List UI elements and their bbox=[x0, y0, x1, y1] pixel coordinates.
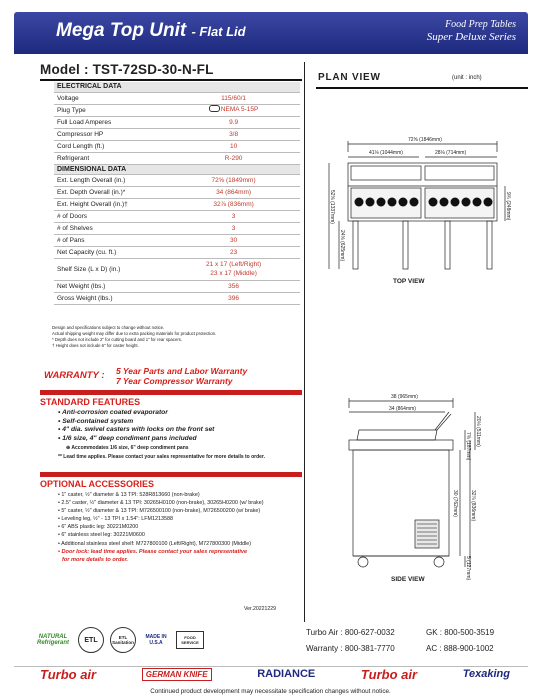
plug-type-text: NEMA 5-15P bbox=[220, 106, 259, 114]
accessory-item: • 2.5" caster, ½" diameter & 13 TPI: 30265H0100 (non-brake), 30265H0200 (w/ brake) bbox=[58, 500, 264, 507]
feature-subitem-text: Accommodates 1/6 size, 6" deep condiment pans bbox=[71, 444, 189, 451]
section-bar bbox=[40, 472, 302, 477]
unit-label: (unit : inch) bbox=[452, 75, 482, 81]
note-line: * Depth does not include 2" for cutting board and 1" for rear spacers. bbox=[52, 337, 183, 342]
category-line1: Food Prep Tables bbox=[445, 19, 516, 30]
dimensional-heading: DIMENSIONAL DATA bbox=[54, 164, 300, 174]
optional-accessories-title: OPTIONAL ACCESSORIES bbox=[40, 479, 155, 489]
natural-refrigerant-logo: NATURAL Refrigerant bbox=[36, 634, 69, 646]
spec-value: R-290 bbox=[167, 152, 300, 164]
spec-row bbox=[54, 92, 300, 104]
disclaimer: Continued product development may necessitate specification changes without notice. bbox=[150, 688, 391, 695]
note-line: † Height does not include 6" for caster height. bbox=[52, 343, 139, 348]
spec-label: Shelf Size (L x D) (in.) bbox=[54, 258, 167, 280]
accessories-list bbox=[58, 491, 304, 564]
spec-label: Ext. Height Overall (in.)† bbox=[54, 198, 167, 210]
feature-item: • Anti-corrosion coated evaporator bbox=[58, 409, 168, 416]
side-view-label: SIDE VIEW bbox=[391, 576, 425, 583]
spec-label: Full Load Amperes bbox=[54, 116, 167, 128]
dim-caster-h: 5 (127mm) bbox=[465, 556, 471, 581]
model-number: Model : TST-72SD-30-N-FL bbox=[40, 62, 214, 77]
spec-row bbox=[54, 246, 300, 258]
spec-label: Compressor HP bbox=[54, 128, 167, 140]
spec-value: 396 bbox=[167, 292, 300, 304]
feature-subitem: ⊕ Accommodates 1/6 size, 6" deep condiment pans bbox=[66, 444, 189, 451]
spec-row bbox=[54, 186, 300, 198]
spec-row bbox=[54, 222, 300, 234]
spec-label: Net Weight (lbs.) bbox=[54, 280, 167, 292]
food-service-logo: FOOD SERVICE bbox=[176, 631, 204, 649]
spec-value: 9.9 bbox=[167, 116, 300, 128]
contact-ac: AC : 888-900-1002 bbox=[426, 644, 494, 653]
category-line2: Super Deluxe Series bbox=[426, 31, 516, 43]
accessory-note: for more details to order. bbox=[62, 556, 128, 563]
top-view-label: TOP VIEW bbox=[393, 278, 425, 285]
spec-row bbox=[54, 280, 300, 292]
spec-value: 72⅝ (1849mm) bbox=[167, 174, 300, 186]
spec-label: Ext. Depth Overall (in.)* bbox=[54, 186, 167, 198]
spec-label: # of Shelves bbox=[54, 222, 167, 234]
spec-row bbox=[54, 140, 300, 152]
spec-table bbox=[54, 82, 300, 305]
accessory-item: • 1" caster, ½" diameter & 13 TPI: 528R813660 (non-brake) bbox=[58, 492, 200, 498]
spec-label: Cord Length (ft.) bbox=[54, 140, 167, 152]
spec-value: 10 bbox=[167, 140, 300, 152]
spec-row bbox=[54, 104, 300, 116]
dim-lid-total: 20⅛ (511mm) bbox=[475, 416, 481, 447]
title-text: Mega Top Unit bbox=[56, 20, 187, 41]
dim-lid-h: 7⅜ (187mm) bbox=[465, 432, 471, 461]
contact-warranty: Warranty : 800-381-7770 bbox=[306, 644, 395, 653]
made-in-usa-logo: MADE IN U.S.A bbox=[145, 634, 167, 646]
turbo-air-logo-2: Turbo air bbox=[360, 666, 418, 682]
spec-label: # of Pans bbox=[54, 234, 167, 246]
certification-logos bbox=[34, 626, 204, 654]
spec-value: 3 bbox=[167, 222, 300, 234]
accessory-item: • Leveling leg, ½" - 13 TPI x 1.54": LFM1213588 bbox=[58, 516, 173, 523]
spec-value: 356 bbox=[167, 280, 300, 292]
accessory-item: • 6" ABS plastic leg: 30221M0200 bbox=[58, 524, 139, 531]
dim-side-outer: 38 (965mm) bbox=[391, 394, 418, 400]
german-knife-logo: GERMAN KNIFE bbox=[142, 668, 212, 681]
plug-icon bbox=[209, 105, 220, 112]
etl-logo: ETL bbox=[78, 627, 104, 653]
spec-label: Plug Type bbox=[54, 104, 167, 116]
spec-value: 115/60/1 bbox=[167, 92, 300, 104]
header-banner bbox=[14, 12, 528, 54]
warranty-details bbox=[116, 366, 247, 386]
spec-value: 32⅞ (836mm) bbox=[167, 198, 300, 210]
feature-item: • 4" dia. swivel casters with locks on the front set bbox=[58, 426, 215, 434]
electrical-heading: ELECTRICAL DATA bbox=[54, 82, 300, 92]
spec-row bbox=[54, 234, 300, 246]
turbo-air-logo: Turbo air bbox=[40, 666, 97, 682]
brand-logos bbox=[40, 663, 510, 685]
accessory-note: • Door lock: lead time applies. Please contact your sales representative bbox=[58, 548, 248, 555]
series-label bbox=[427, 18, 516, 44]
side-view bbox=[349, 398, 475, 567]
spec-value: 3/8 bbox=[167, 128, 300, 140]
dim-body-h: 30 (762mm) bbox=[452, 490, 458, 517]
note-line: Design and specifications subject to change without notice. bbox=[52, 325, 165, 330]
spec-row bbox=[54, 198, 300, 210]
spec-notes bbox=[52, 325, 302, 349]
spec-label: Voltage bbox=[54, 92, 167, 104]
plan-divider bbox=[316, 87, 528, 89]
spec-row bbox=[54, 210, 300, 222]
spec-row bbox=[54, 174, 300, 186]
shelf-size-middle: 23 x 17 (Middle) bbox=[210, 270, 257, 277]
dim-total-h: 32⅞ (836mm) bbox=[470, 490, 476, 522]
dim-pan-depth: 9¾ (248mm) bbox=[505, 192, 511, 221]
feature-item: • 1/6 size, 4" deep condiment pans included bbox=[58, 435, 197, 443]
standard-features-list bbox=[58, 409, 302, 461]
spec-value: 23 bbox=[167, 246, 300, 258]
spec-row bbox=[54, 128, 300, 140]
spec-row bbox=[54, 258, 300, 280]
spec-label: Gross Weight (lbs.) bbox=[54, 292, 167, 304]
spec-value: 3 bbox=[167, 210, 300, 222]
spec-row bbox=[54, 292, 300, 304]
spec-value: 30 bbox=[167, 234, 300, 246]
section-bar bbox=[40, 390, 302, 395]
spec-value bbox=[167, 104, 300, 116]
top-view bbox=[329, 141, 505, 269]
standard-features-title: STANDARD FEATURES bbox=[40, 397, 141, 407]
product-title bbox=[56, 20, 246, 42]
contact-turbo-air: Turbo Air : 800-627-0032 bbox=[306, 628, 395, 637]
spec-value bbox=[167, 258, 300, 280]
etl-sanitation-logo: ETL Sanitation bbox=[110, 627, 136, 653]
spec-label: Net Capacity (cu. ft.) bbox=[54, 246, 167, 258]
dim-top-depth: 52⅝ (1337mm) bbox=[329, 190, 335, 224]
spec-row bbox=[54, 152, 300, 164]
model-divider bbox=[40, 79, 302, 81]
shelf-size-lr: 21 x 17 (Left/Right) bbox=[205, 261, 262, 268]
spec-row bbox=[54, 116, 300, 128]
feature-note: ** Lead time applies. Please contact your sales representative for more details to order. bbox=[58, 453, 266, 460]
note-line: Actual shipping weight may differ due to extra packing materials for product protection. bbox=[52, 331, 217, 336]
contact-gk: GK : 800-500-3519 bbox=[426, 628, 495, 637]
spec-value: 34 (864mm) bbox=[167, 186, 300, 198]
accessory-item: • 5" caster, ½" diameter & 13 TPI: M726500100 (non-brake), M726500200 (w/ brake) bbox=[58, 508, 261, 515]
plan-view-title: PLAN VIEW bbox=[318, 72, 381, 83]
dim-overall-width: 72⅝ (1846mm) bbox=[408, 137, 442, 143]
contact-info bbox=[306, 625, 494, 657]
spec-label: Refrigerant bbox=[54, 152, 167, 164]
dim-inner-depth: 24⅝ (625mm) bbox=[339, 230, 345, 262]
dim-left-width: 41⅛ (1044mm) bbox=[369, 150, 403, 156]
spec-label: Ext. Length Overall (in.) bbox=[54, 174, 167, 186]
version-label: Ver.20221229 bbox=[244, 606, 277, 612]
radiance-logo: RADIANCE bbox=[257, 668, 316, 680]
texaking-logo: Texaking bbox=[462, 668, 510, 680]
technical-drawing bbox=[305, 90, 541, 590]
spec-label: # of Doors bbox=[54, 210, 167, 222]
dim-right-width: 28⅛ (714mm) bbox=[435, 150, 467, 156]
accessory-item: • Additional stainless steel shelf: M727800100 (Left/Right), M727800300 (Middle) bbox=[58, 540, 252, 547]
accessory-item: • 6" stainless steel leg: 30221M0600 bbox=[58, 532, 145, 539]
subtitle-text: - Flat Lid bbox=[191, 24, 246, 39]
warranty-label: WARRANTY : bbox=[44, 370, 105, 381]
warranty-line2: 7 Year Compressor Warranty bbox=[116, 376, 233, 386]
warranty-line1: 5 Year Parts and Labor Warranty bbox=[116, 366, 248, 376]
feature-item: • Self-contained system bbox=[58, 417, 134, 425]
dim-side-inner: 34 (864mm) bbox=[389, 406, 416, 412]
